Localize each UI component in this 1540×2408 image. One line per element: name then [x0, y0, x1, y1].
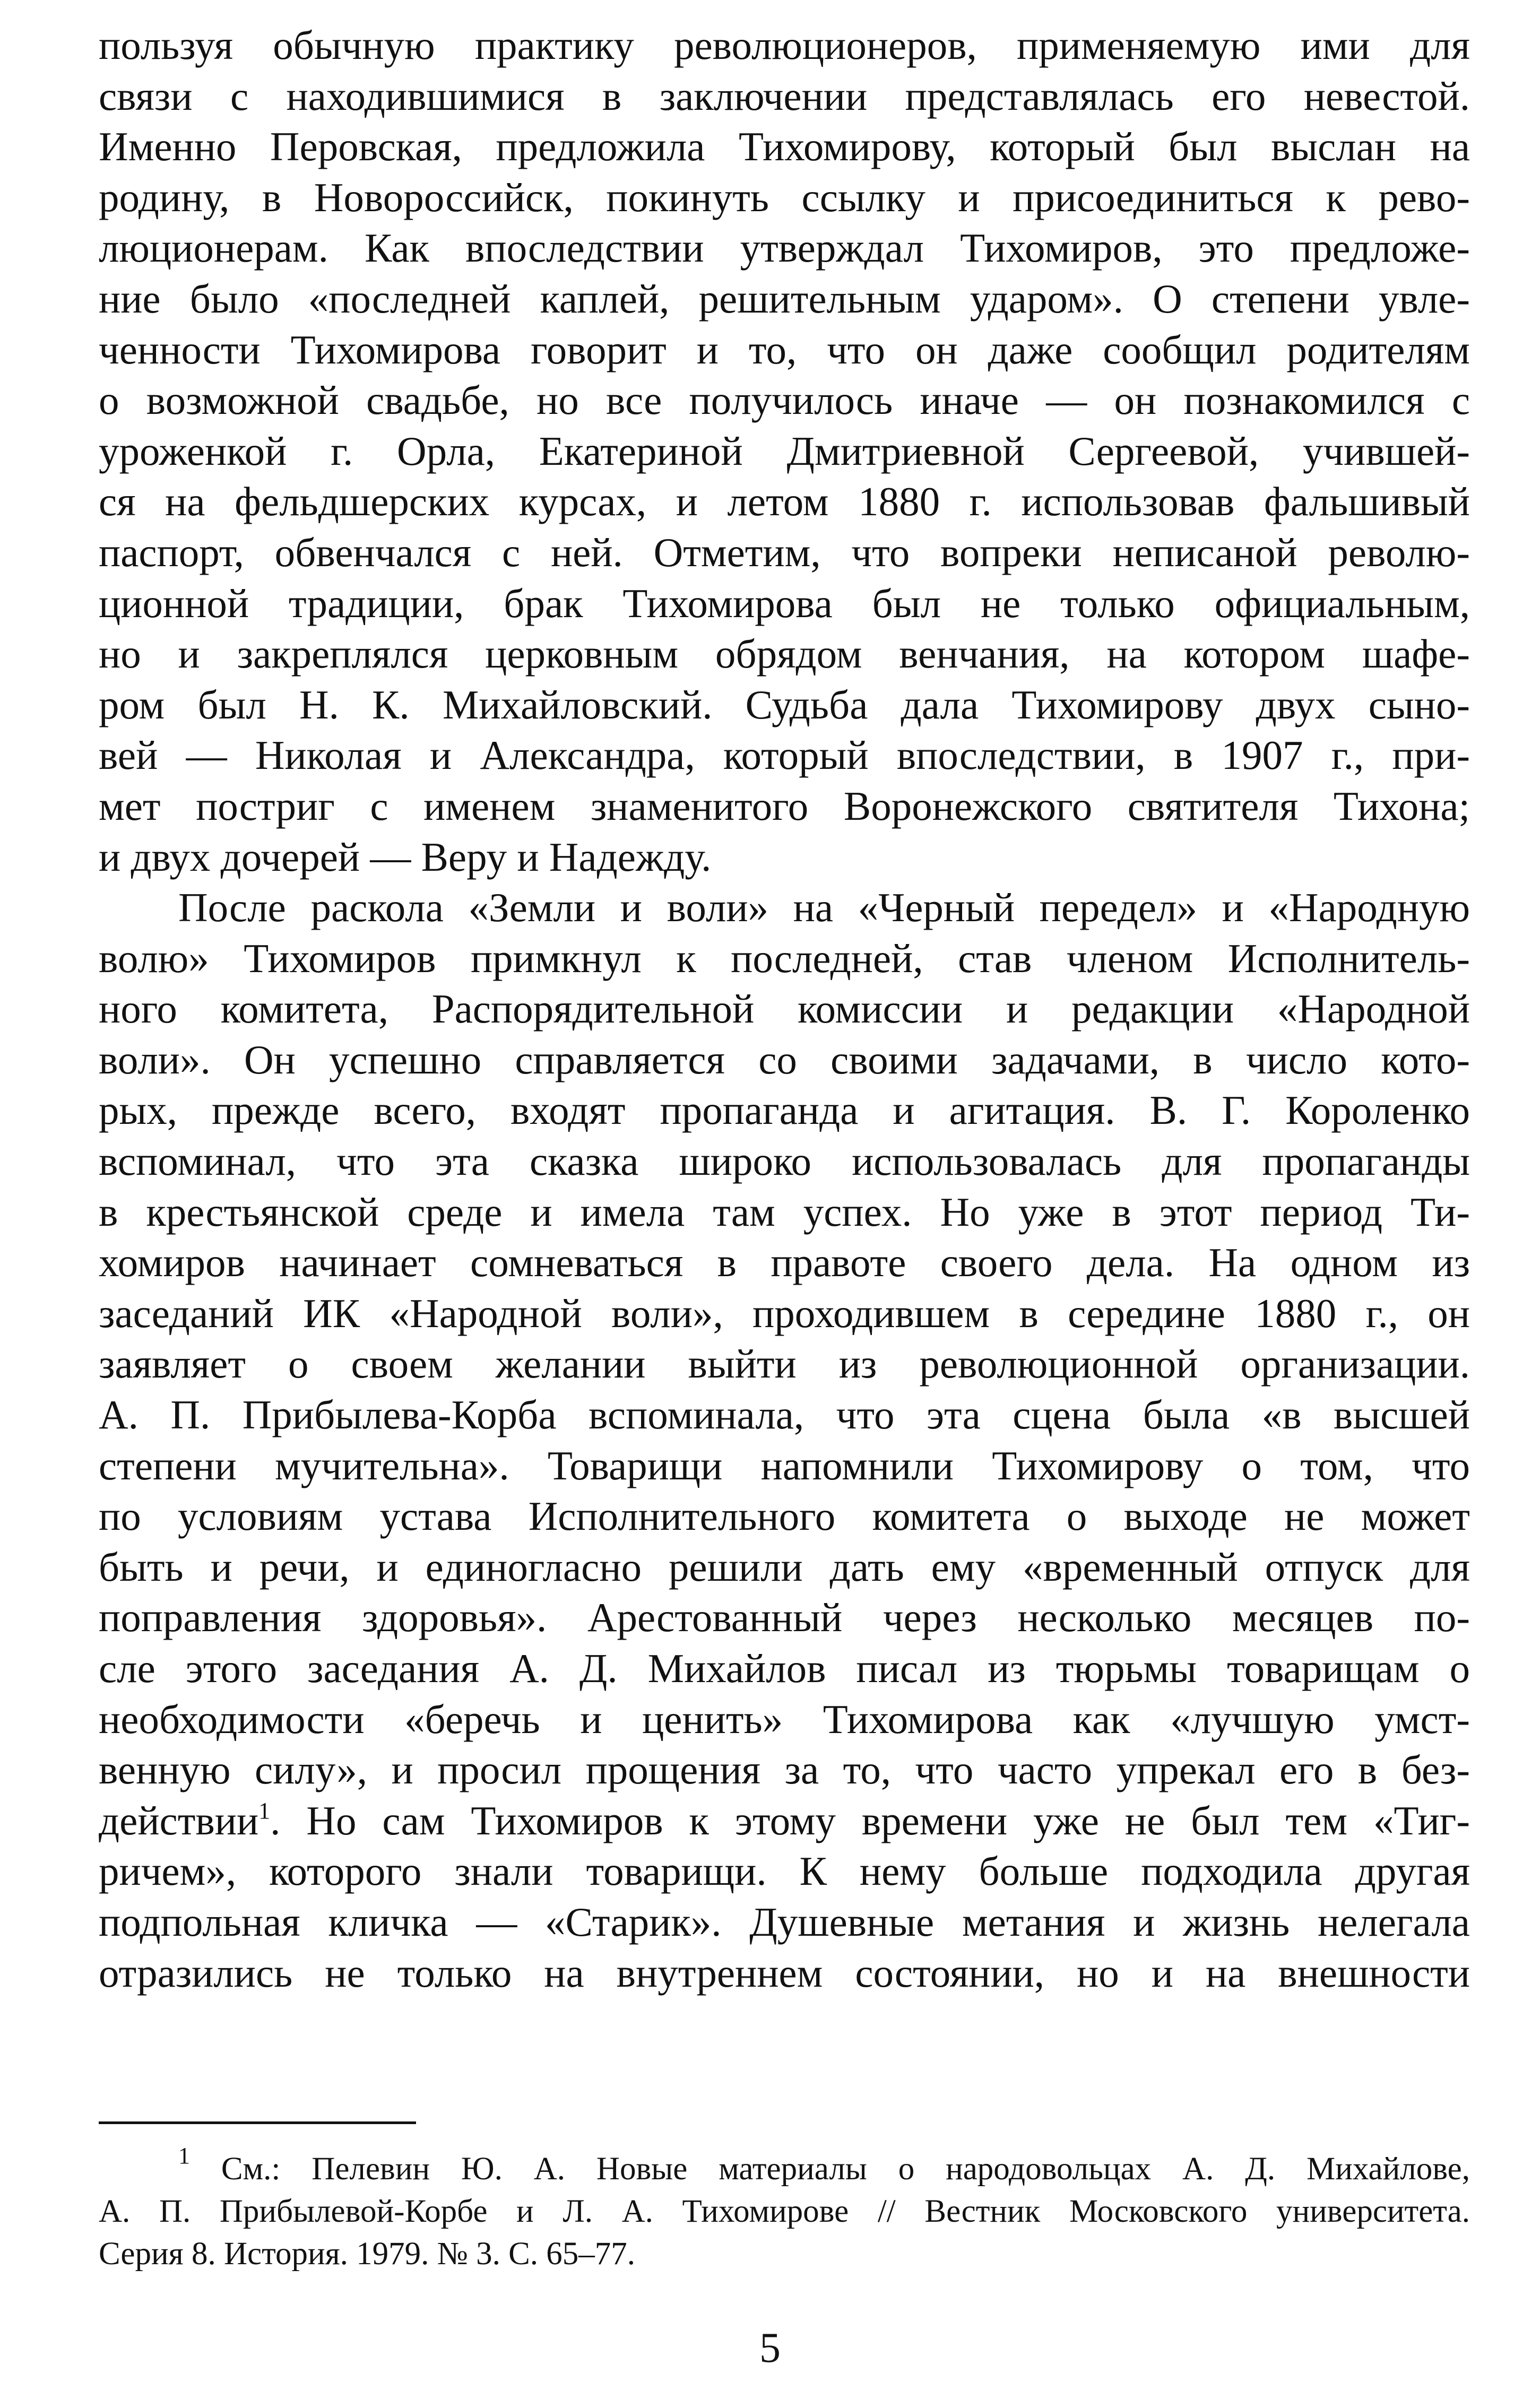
text-line: подпольная кличка — «Старик». Душевные метания и жизнь нелегала: [99, 1899, 1470, 1945]
text-line: заседаний ИК «Народной воли», проходившем в середине 1880 г., он: [99, 1290, 1470, 1336]
text-line: А. П. Прибылева-Корба вспоминала, что эта сцена была «в высшей: [99, 1392, 1470, 1438]
text-line: венную силу», и просил прощения за то, что часто упрекал его в без-: [99, 1747, 1470, 1793]
text-line: отразились не только на внутреннем состоянии, но и на внешности: [99, 1950, 1470, 1996]
footnote-text: См.: Пелевин Ю. А. Новые материалы о народовольцах А. Д. Михайлове,: [221, 2151, 1470, 2187]
text-line-with-footnote-ref: [99, 1796, 1470, 1847]
body-text: [99, 20, 1470, 1998]
line-segment: действии: [99, 1797, 259, 1843]
footnote-line: [99, 2148, 1470, 2190]
text-line: заявляет о своем желании выйти из революционной организации.: [99, 1341, 1470, 1387]
text-line: паспорт, обвенчался с ней. Отметим, что вопреки неписаной револю-: [99, 529, 1470, 575]
footnote-divider: [99, 2121, 416, 2124]
text-line: рых, прежде всего, входят пропаганда и агитация. В. Г. Короленко: [99, 1087, 1470, 1133]
text-line: о возможной свадьбе, но все получилось иначе — он познакомился с: [99, 377, 1470, 423]
text-line: ционной традиции, брак Тихомирова был не только официальным,: [99, 580, 1470, 626]
text-line: Именно Перовская, предложила Тихомирову, который был выслан на: [99, 124, 1470, 170]
line-segment: .: [270, 1797, 307, 1843]
text-line: но и закреплялся церковным обрядом венчания, на котором шафе-: [99, 631, 1470, 677]
footnote-marker: 1: [178, 2148, 190, 2169]
text-line: пользуя обычную практику революционеров, применяемую ими для: [99, 22, 1470, 68]
text-line: по условиям устава Исполнительного комитета о выходе не может: [99, 1493, 1470, 1539]
paragraph-start-line: После раскола «Земли и воли» на «Черный передел» и «Народную: [178, 885, 1470, 931]
text-line: быть и речи, и единогласно решили дать ему «временный отпуск для: [99, 1544, 1470, 1590]
text-line: ние было «последней каплей, решительным ударом». О степени увле-: [99, 275, 1470, 322]
page-number: 5: [759, 2325, 781, 2371]
footnote-reference[interactable]: 1: [258, 1797, 271, 1824]
text-line: вспоминал, что эта сказка широко использовалась для пропаганды: [99, 1138, 1470, 1184]
text-line: мет постриг с именем знаменитого Воронежского святителя Тихона;: [99, 783, 1470, 829]
text-line: ченности Тихомирова говорит и то, что он даже сообщил родителям: [99, 326, 1470, 373]
text-line: сле этого заседания А. Д. Михайлов писал из тюрьмы товарищам о: [99, 1645, 1470, 1691]
text-line: необходимости «беречь и ценить» Тихомирова как «лучшую умст-: [99, 1696, 1470, 1742]
text-line: родину, в Новороссийск, покинуть ссылку и присоединиться к рево-: [99, 174, 1470, 220]
text-line: ного комитета, Распорядительной комиссии и редакции «Народной: [99, 986, 1470, 1032]
text-line: связи с находившимися в заключении представлялась его невестой.: [99, 73, 1470, 119]
footnote-line: А. П. Прибылевой-Корбе и Л. А. Тихомирове // Вестник Московского университета.: [99, 2194, 1470, 2229]
footnote: [99, 2148, 1470, 2275]
footnote-line: Серия 8. История. 1979. № 3. С. 65–77.: [99, 2236, 636, 2272]
paragraph-end-line: и двух дочерей — Веру и Надежду.: [99, 834, 712, 880]
text-line: волю» Тихомиров примкнул к последней, став членом Исполнитель-: [99, 935, 1470, 981]
text-line: степени мучительна». Товарищи напомнили Тихомирову о том, что: [99, 1442, 1470, 1488]
text-line: воли». Он успешно справляется со своими задачами, в число кото-: [99, 1036, 1470, 1082]
text-line: поправления здоровья». Арестованный через несколько месяцев по-: [99, 1595, 1470, 1641]
text-line: люционерам. Как впоследствии утверждал Тихомиров, это предложе-: [99, 225, 1470, 271]
text-line: ром был Н. К. Михайловский. Судьба дала Тихомирову двух сыно-: [99, 681, 1470, 727]
text-line: уроженкой г. Орла, Екатериной Дмитриевной Сергеевой, учившей-: [99, 428, 1470, 474]
text-line: ричем», которого знали товарищи. К нему больше подходила другая: [99, 1848, 1470, 1894]
text-line: ся на фельдшерских курсах, и летом 1880 г. использовав фальшивый: [99, 479, 1470, 525]
text-line: хомиров начинает сомневаться в правоте своего дела. На одном из: [99, 1240, 1470, 1286]
text-line: вей — Николая и Александра, который впоследствии, в 1907 г., при-: [99, 732, 1470, 778]
text-line: в крестьянской среде и имела там успех. Но уже в этот период Ти-: [99, 1189, 1470, 1235]
line-segment: Но сам Тихомиров к этому времени уже не был тем «Тиг-: [306, 1797, 1470, 1843]
